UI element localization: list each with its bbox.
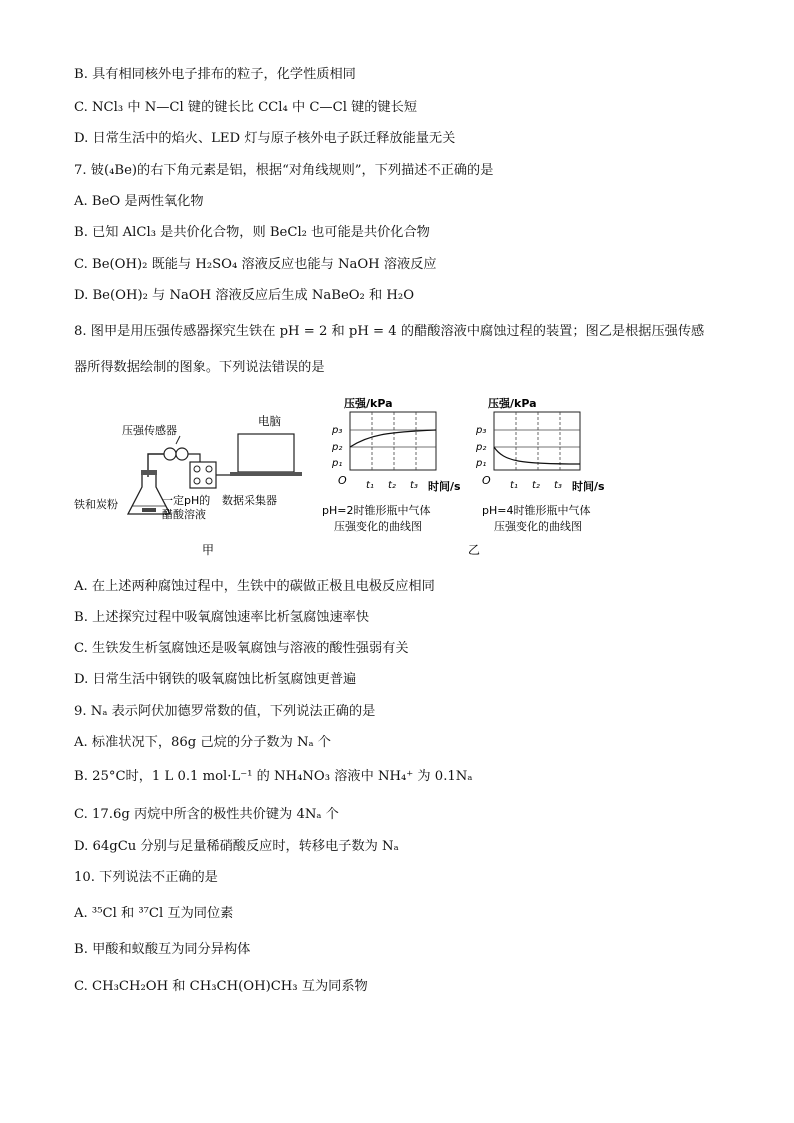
graph2-caption-2: 压强变化的曲线图 xyxy=(494,520,582,533)
computer-icon xyxy=(238,434,294,472)
iron-carbon-label: 铁和炭粉 xyxy=(74,498,118,511)
solution-label-2: 醋酸溶液 xyxy=(162,508,206,521)
q9-option-b: B. 25°C时，1 L 0.1 mol·L⁻¹ 的 NH₄NO₃ 溶液中 NH₄⁺ 为 0.1Nₐ xyxy=(74,769,473,784)
sensor-icon xyxy=(164,448,176,460)
graph1-x-label: 时间/s xyxy=(428,480,461,493)
graph2-caption-1: pH=4时锥形瓶中气体 xyxy=(482,504,591,517)
graph1-tick-t1: t₁ xyxy=(366,480,374,491)
q9-option-d: D. 64gCu 分别与足量稀硝酸反应时，转移电子数为 Nₐ xyxy=(74,839,399,854)
graph2-tick-p3: p₃ xyxy=(476,425,487,436)
q8-option-a: A. 在上述两种腐蚀过程中，生铁中的碳做正极且电极反应相同 xyxy=(74,579,435,594)
graph2-tick-p1: p₁ xyxy=(476,458,487,469)
graph2-tick-t1: t₁ xyxy=(510,480,518,491)
q9-option-a: A. 标准状况下，86g 己烷的分子数为 Nₐ 个 xyxy=(74,735,331,750)
collector-label: 数据采集器 xyxy=(222,494,277,507)
graph1-tick-t2: t₂ xyxy=(388,480,396,491)
q6-option-c: C. NCl₃ 中 N—Cl 键的键长比 CCl₄ 中 C—Cl 键的键长短 xyxy=(74,100,418,115)
q7-option-a: A. BeO 是两性氧化物 xyxy=(74,194,204,209)
graph1-caption-2: 压强变化的曲线图 xyxy=(334,520,422,533)
q8-option-b: B. 上述探究过程中吸氧腐蚀速率比析氢腐蚀速率快 xyxy=(74,610,370,625)
graph-ph2 xyxy=(322,396,461,533)
computer-label: 电脑 xyxy=(258,414,281,428)
q8-option-d: D. 日常生活中钢铁的吸氧腐蚀比析氢腐蚀更普遍 xyxy=(74,672,357,687)
q9-option-c: C. 17.6g 丙烷中所含的极性共价键为 4Nₐ 个 xyxy=(74,807,339,822)
graph1-origin: O xyxy=(338,474,347,487)
q8-option-c: C. 生铁发生析氢腐蚀还是吸氧腐蚀与溶液的酸性强弱有关 xyxy=(74,641,409,656)
q10-option-a: A. ³⁵Cl 和 ³⁷Cl 互为同位素 xyxy=(74,906,234,921)
q10-option-b: B. 甲酸和蚁酸互为同分异构体 xyxy=(74,942,251,957)
data-collector-icon xyxy=(190,462,216,488)
q7-option-c: C. Be(OH)₂ 既能与 H₂SO₄ 溶液反应也能与 NaOH 溶液反应 xyxy=(74,257,437,272)
graph2-y-label: 压强/kPa xyxy=(488,397,537,410)
q7-stem: 7. 铍(₄Be)的右下角元素是铝，根据“对角线规则”，下列描述不正确的是 xyxy=(74,163,494,178)
graph1-tick-p1: p₁ xyxy=(332,458,343,469)
q8-stem-line1: 8. 图甲是用压强传感器探究生铁在 pH = 2 和 pH = 4 的醋酸溶液中腐蚀过程的装置；图乙是根据压强传感 xyxy=(74,324,705,339)
graph1-tick-t3: t₃ xyxy=(410,480,418,491)
figure-label-yi: 乙 xyxy=(468,543,481,557)
graph1-tick-p3: p₃ xyxy=(332,425,343,436)
graph1-tick-p2: p₂ xyxy=(332,442,343,453)
solution-label-1: 一定pH的 xyxy=(162,494,211,507)
figure-label-jia: 甲 xyxy=(202,543,215,557)
graph2-x-label: 时间/s xyxy=(572,480,605,493)
graph1-caption-1: pH=2时锥形瓶中气体 xyxy=(322,504,431,517)
graph2-origin: O xyxy=(482,474,491,487)
apparatus-diagram xyxy=(74,414,302,557)
q7-option-d: D. Be(OH)₂ 与 NaOH 溶液反应后生成 NaBeO₂ 和 H₂O xyxy=(74,288,415,303)
q6-option-d: D. 日常生活中的焰火、LED 灯与原子核外电子跃迁释放能量无关 xyxy=(74,131,456,146)
q8-stem-line2: 器所得数据绘制的图象。下列说法错误的是 xyxy=(74,360,325,375)
q6-option-b: B. 具有相同核外电子排布的粒子，化学性质相同 xyxy=(74,67,356,82)
sensor-label: 压强传感器 xyxy=(122,424,177,437)
graph1-y-label: 压强/kPa xyxy=(344,397,393,410)
graph-ph4 xyxy=(468,396,605,557)
graph2-tick-p2: p₂ xyxy=(476,442,487,453)
graph2-curve xyxy=(494,447,580,464)
q9-stem: 9. Nₐ 表示阿伏加德罗常数的值，下列说法正确的是 xyxy=(74,704,376,719)
graph2-tick-t3: t₃ xyxy=(554,480,562,491)
q7-option-b: B. 已知 AlCl₃ 是共价化合物，则 BeCl₂ 也可能是共价化合物 xyxy=(74,225,430,240)
q10-option-c: C. CH₃CH₂OH 和 CH₃CH(OH)CH₃ 互为同系物 xyxy=(74,979,368,994)
q8-figure xyxy=(70,392,630,560)
graph1-curve xyxy=(350,430,436,447)
q10-stem: 10. 下列说法不正确的是 xyxy=(74,870,218,885)
graph2-tick-t2: t₂ xyxy=(532,480,540,491)
